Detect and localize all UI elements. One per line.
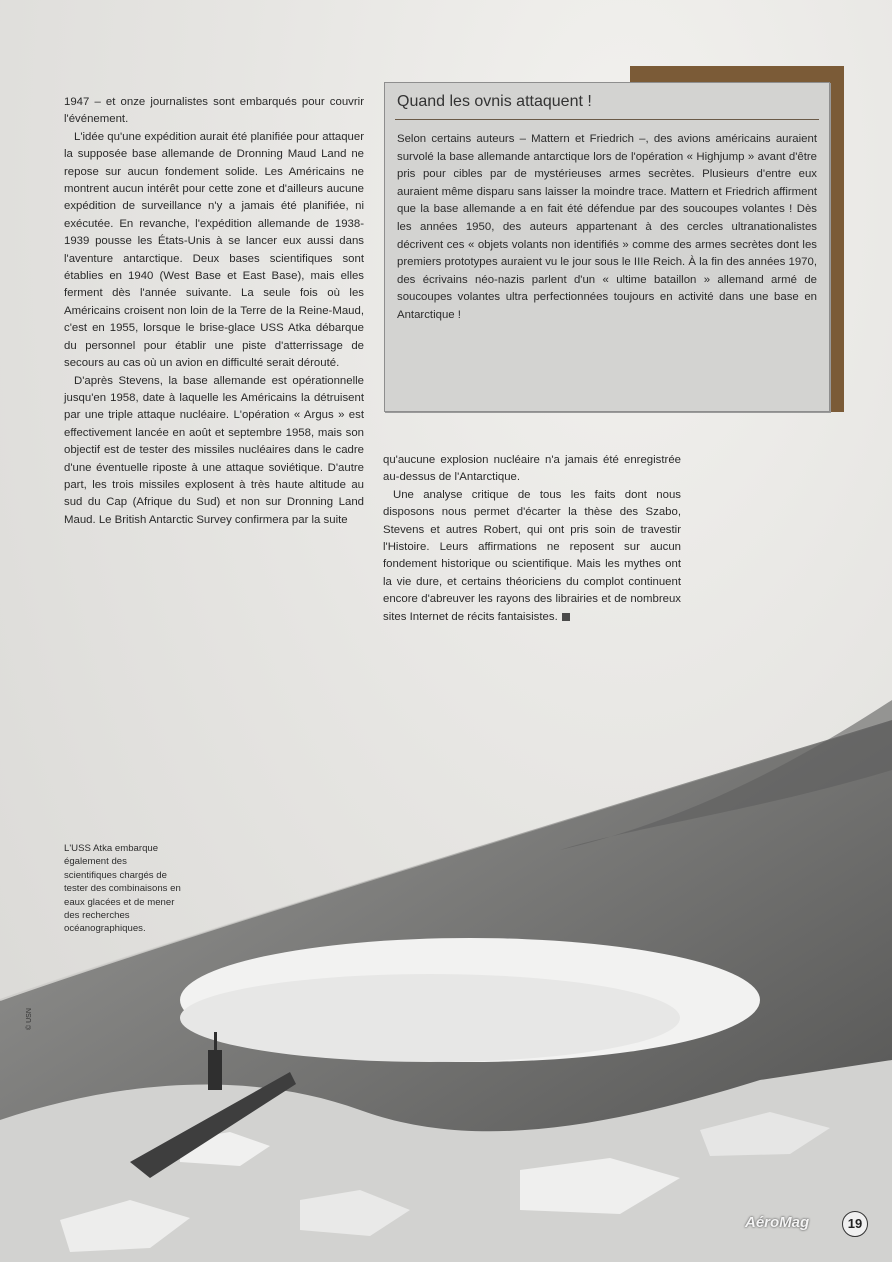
photo-credit: © USN	[26, 1008, 33, 1030]
paragraph-final	[383, 487, 681, 626]
paragraph: D'après Stevens, la base allemande est opérationnelle jusqu'en 1958, date à laquelle les Américains la détruisent par une triple attaque nucléaire. L'opération « Argus » est effectivement lancée en août et septembre 1958, mais son objectif est de tester des missiles nucléaires dans le cadre d'une éventuelle riposte à une attaque soviétique. D'autre part, les trois missiles explosent à très haute altitude au sud du Cap (Afrique du Sud) et non sur Dronning Land Maud. Le British Antarctic Survey confirmera par la suite	[64, 374, 364, 526]
article-column-right	[383, 452, 681, 626]
paragraph: 1947 – et onze journalistes sont embarqués pour couvrir l'événement.	[64, 96, 364, 126]
paragraph: L'idée qu'une expédition aurait été planifiée pour attaquer la supposée base allemande de Dronning Maud Land ne repose sur aucun fondement solide. Les Américains ne montrent aucun intérêt pour cette zone et d'ailleurs aucune expédition de surveillance n'y a jamais été planifiée, ni exécutée. En revanche, l'expédition allemande de 1938-1939 pousse les États-Unis à se lancer eux aussi dans l'aventure antarctique. Deux bases scientifiques sont établies en 1940 (West Base et East Base), mais elles ferment dès l'année suivante. La seule fois où les Américains croisent non loin de la Terre de la Reine-Maud, c'est en 1955, lorsque le brise-glace USS Atka débarque du personnel pour établir une piste d'atterrissage de secours au cas où un avion en difficulté serait dérouté.	[64, 130, 364, 370]
sidebar-title: Quand les ovnis attaquent !	[397, 93, 592, 110]
paragraph-text: Une analyse critique de tous les faits dont nous disposons nous permet d'écarter la thèse des Szabo, Stevens et autres Robert, qui ont pris soin de travestir l'Histoire. Leurs affirmations ne reposent sur aucun fondement historique ou scientifique. Mais les mythes ont la vie dure, et certains théoriciens du complot continuent encore d'abreuver les rayons des librairies et de nombreux sites Internet de récits fantaisistes.	[383, 488, 681, 623]
photo-caption: L'USS Atka embarque également des scientifiques chargés de tester des combinaisons en eaux glacées et de mener des recherches océanographiques.	[64, 843, 181, 935]
antarctic-ship-photo	[0, 700, 892, 1262]
end-of-article-mark	[562, 613, 570, 621]
sidebar-text: Selon certains auteurs – Mattern et Friedrich –, des avions américains auraient survolé la base allemande antarctique lors de l'opération « Highjump » avant d'être pris pour cibles par de mystérieuses armes secrètes. Plusieurs d'entre eux auraient même disparu sans laisser la moindre trace. Mattern et Friedrich affirment que la base allemande a en fait été défendue par des soucoupes volantes ! Dès les années 1950, des auteurs appartenant à des cercles ultranationalistes décrivent ces « objets volants non identifiés » comme des armes secrètes dont les premiers prototypes auraient vu le jour sous le IIIe Reich. À la fin des années 1970, des écrivains néo-nazis parlent d'un « ultime bataillon » allemand armé de soucoupes volantes ultra perfectionnées toujours en activité dans une base en Antarctique !	[397, 133, 817, 321]
sidebar-box	[384, 82, 830, 412]
magazine-brand: AéroMag	[745, 1214, 810, 1231]
paragraph: qu'aucune explosion nucléaire n'a jamais été enregistrée au-dessus de l'Antarctique.	[383, 454, 681, 484]
sidebar-divider	[395, 119, 819, 120]
page-number: 19	[842, 1211, 868, 1237]
article-column-left	[64, 94, 364, 529]
